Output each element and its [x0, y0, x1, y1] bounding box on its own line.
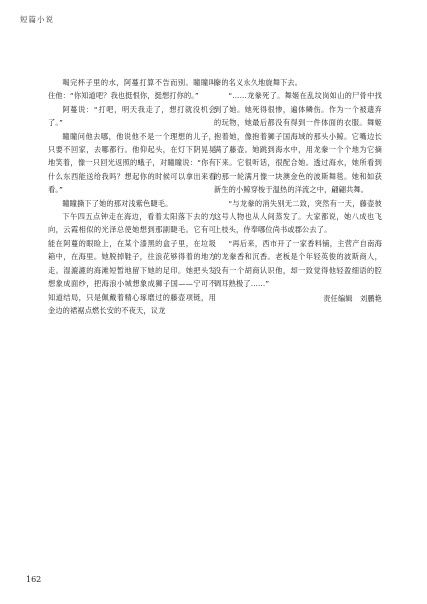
paragraph: 瞳瞳撕下了她的那对浅紫色睫毛。	[62, 198, 173, 208]
section-header: 短篇小说	[20, 15, 54, 24]
paragraph: 下午四五点钟走在海边，看着太阳落下去的方向，云霞相似的光泽总使她想到那副睫毛。它有可能在阿蔓的眼睑上，在某个漆黑的盒子里，在垃圾箱中，在海里。她脱掉鞋子，往浪花够得着的地方走。湿漉漉的海滩短暂地留下她的足印。她把头发想象成面纱，把海浪小城想象成狮子国——宁可不知道结局，只是佩戴着精心琢磨过的藤壶项链，用金边的裙裾点燃长安的不夜天，议龙	[48, 212, 216, 315]
paragraph-continuation: 豢的名义永久地旋舞下去。	[214, 78, 303, 87]
left-text-column	[48, 76, 216, 317]
paragraph: “再后来，西市开了一家香料铺，主营产自南海的龙豢香和沉香。老板是个年轻英俊的波斯商人，没有一个胡商认识他，却一致觉得他轻盈细语的腔调耳熟极了……”	[214, 238, 382, 289]
right-text-column	[214, 76, 382, 305]
paragraph: 阿蔓说：“打吧，明天我走了，想打就没机会了。”	[48, 104, 216, 128]
page-number: 162	[26, 575, 42, 584]
paragraph: 喝完杯子里的水，阿蔓打算不告而别。瞳瞳叫住他：“你知道吧？我也挺恨你，挺想打你的。”	[48, 78, 216, 101]
paragraph: “……龙豢死了。舞姬在乱坟岗如山的尸骨中找到了她。她死得很惨，遍体鳞伤。作为一个被遗弃的玩物，她最后都没有得到一件体面的衣服。舞姬抱着她，像抱着狮子国海域的那头小鲸。它嘴边长满了藤壶。她跳到海水中，用龙豢一个个地为它摘下来。它很听话，很配合她。透过海水，她所看到的那一轮满月像一块澳金色的波斯舞毯。她和如获新生的小鲸穿梭于温热的洋流之中，翩翩共舞。	[214, 91, 382, 195]
paragraph: 瞳瞳问他去哪，他说他不是一个理想的儿子，只要不回家，去哪都行。他仰起头，在灯下阴晃晃地笑着，像一只回光返照的蛾子，对瞳瞳说：“你有什么东西能送给我吗？想起你的时候可以拿出来看看。”	[48, 131, 216, 195]
editor-credit: 责任编辑 刘鹏艳	[323, 293, 382, 303]
paragraph: “与龙豢的消失别无二致，突然有一天，藤壶彼这号人物也从人间蒸发了。大家都说，她八成也飞上枝头，侍奉哪位尚书或郡公去了。	[214, 198, 382, 235]
